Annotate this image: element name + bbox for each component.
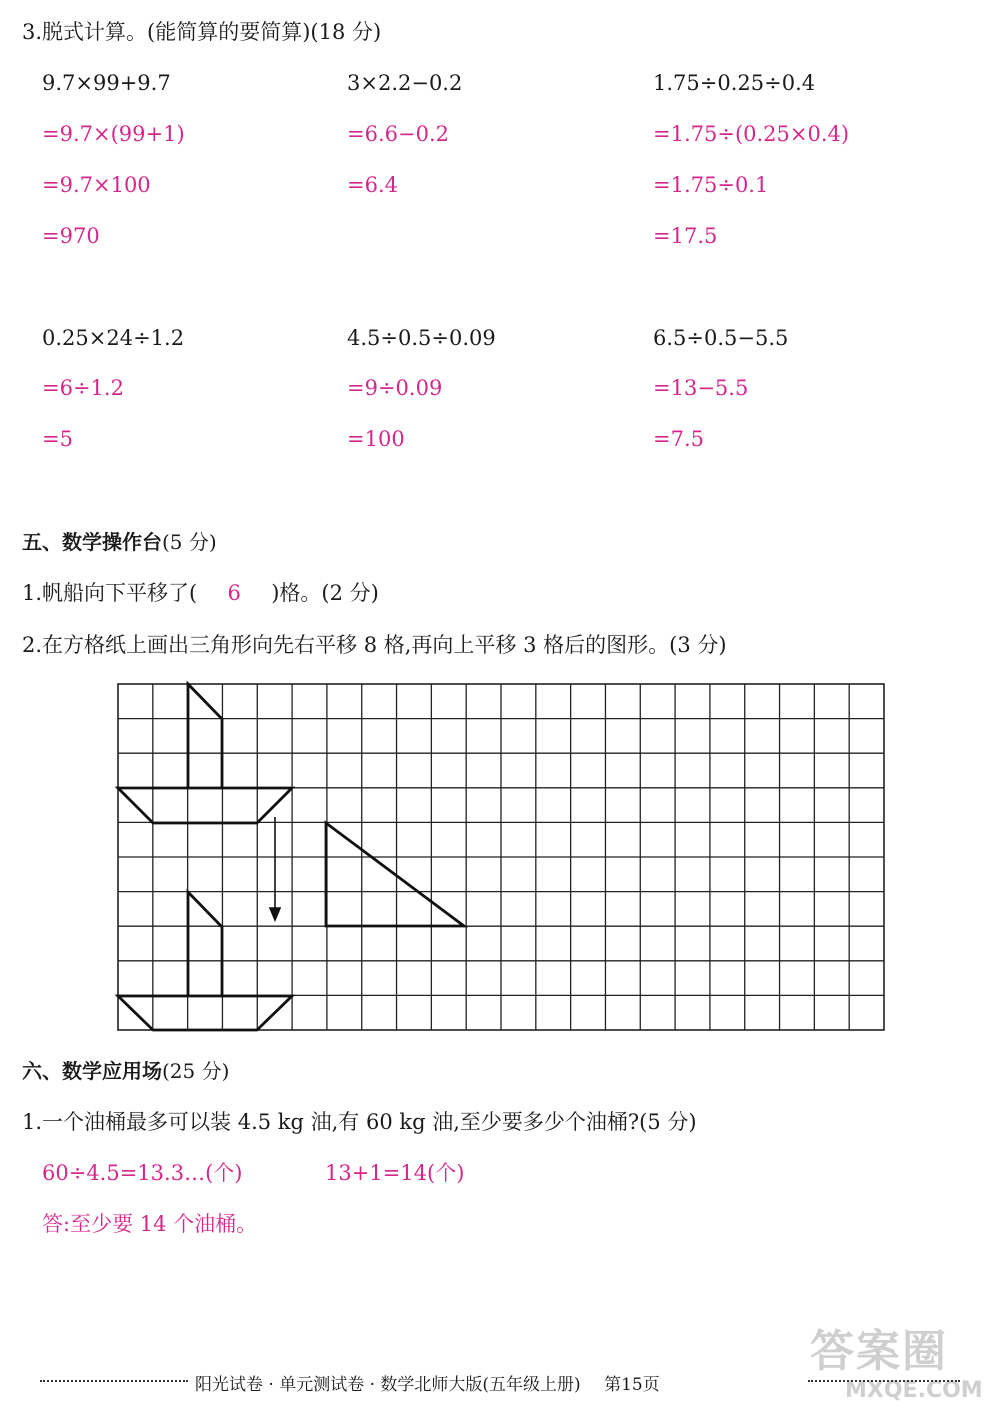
section-6-score: (25 分) bbox=[162, 1059, 230, 1083]
problem-6-step-1: =13−5.5 bbox=[653, 376, 749, 400]
footer-text: 阳光试卷 · 单元测试卷 · 数学北师大版(五年级上册) bbox=[195, 1375, 581, 1395]
problem-4-expression: 0.25×24÷1.2 bbox=[42, 326, 185, 350]
problem-2-expression: 3×2.2−0.2 bbox=[347, 71, 463, 95]
sailboat-original-sail bbox=[188, 684, 222, 788]
problem-3-expression: 1.75÷0.25÷0.4 bbox=[653, 71, 816, 95]
section-6-title: 六、数学应用场 bbox=[22, 1059, 162, 1083]
footer bbox=[195, 1370, 660, 1395]
sec5-q1-suffix: )格。(2 分) bbox=[271, 581, 379, 605]
problem-3-step-3: =17.5 bbox=[653, 224, 718, 248]
section-5-score: (5 分) bbox=[162, 530, 217, 554]
down-arrow-head bbox=[270, 908, 280, 920]
section-6-heading bbox=[22, 1061, 229, 1081]
footer-dotted-line-right bbox=[808, 1380, 960, 1382]
problem-2-step-1: =6.6−0.2 bbox=[347, 122, 449, 146]
problem-5-expression: 4.5÷0.5÷0.09 bbox=[347, 326, 496, 350]
problem-4-step-2: =5 bbox=[42, 427, 73, 451]
problem-1-step-2: =9.7×100 bbox=[42, 173, 151, 197]
problem-6-step-2: =7.5 bbox=[653, 427, 704, 451]
sec6-answer: 答:至少要 14 个油桶。 bbox=[42, 1212, 258, 1236]
footer-page-number: 第15页 bbox=[604, 1375, 660, 1395]
footer-dotted-line-left bbox=[40, 1380, 188, 1382]
sec6-calc-1: 60÷4.5=13.3…(个) bbox=[42, 1161, 243, 1185]
sec5-q1-prefix: 1.帆船向下平移了( bbox=[22, 581, 198, 605]
problem-5-step-2: =100 bbox=[347, 427, 405, 451]
sailboat-moved-sail bbox=[188, 892, 222, 996]
down-arrow bbox=[270, 817, 280, 920]
problem-4-step-1: =6÷1.2 bbox=[42, 376, 124, 400]
problem-3-step-1: =1.75÷(0.25×0.4) bbox=[653, 122, 850, 146]
sec6-calc-2: 13+1=14(个) bbox=[325, 1161, 465, 1185]
problem-1-step-1: =9.7×(99+1) bbox=[42, 122, 185, 146]
section-5-title: 五、数学操作台 bbox=[22, 530, 162, 554]
triangle-shape bbox=[326, 823, 464, 926]
problem-6-expression: 6.5÷0.5−5.5 bbox=[653, 326, 789, 350]
watermark-logo: 答案圈 bbox=[810, 1326, 948, 1377]
watermark-site: MXQE.COM bbox=[845, 1378, 983, 1403]
grid-lines bbox=[118, 684, 884, 1030]
sec5-q1-answer: 6 bbox=[227, 581, 241, 605]
sec5-question-2: 2.在方格纸上画出三角形向先右平移 8 格,再向上平移 3 格后的图形。(3 分) bbox=[22, 633, 727, 657]
q3-title: 3.脱式计算。(能简算的要简算)(18 分) bbox=[22, 20, 382, 44]
sec6-question-1: 1.一个油桶最多可以装 4.5 kg 油,有 60 kg 油,至少要多少个油桶?(5 分) bbox=[22, 1110, 697, 1134]
problem-1-step-3: =970 bbox=[42, 224, 100, 248]
problem-2-step-2: =6.4 bbox=[347, 173, 398, 197]
problem-5-step-1: =9÷0.09 bbox=[347, 376, 443, 400]
sailboat-moved-hull bbox=[118, 996, 292, 1030]
sailboat-original-hull bbox=[118, 788, 292, 823]
problem-1-expression: 9.7×99+9.7 bbox=[42, 71, 171, 95]
problem-3-step-2: =1.75÷0.1 bbox=[653, 173, 769, 197]
